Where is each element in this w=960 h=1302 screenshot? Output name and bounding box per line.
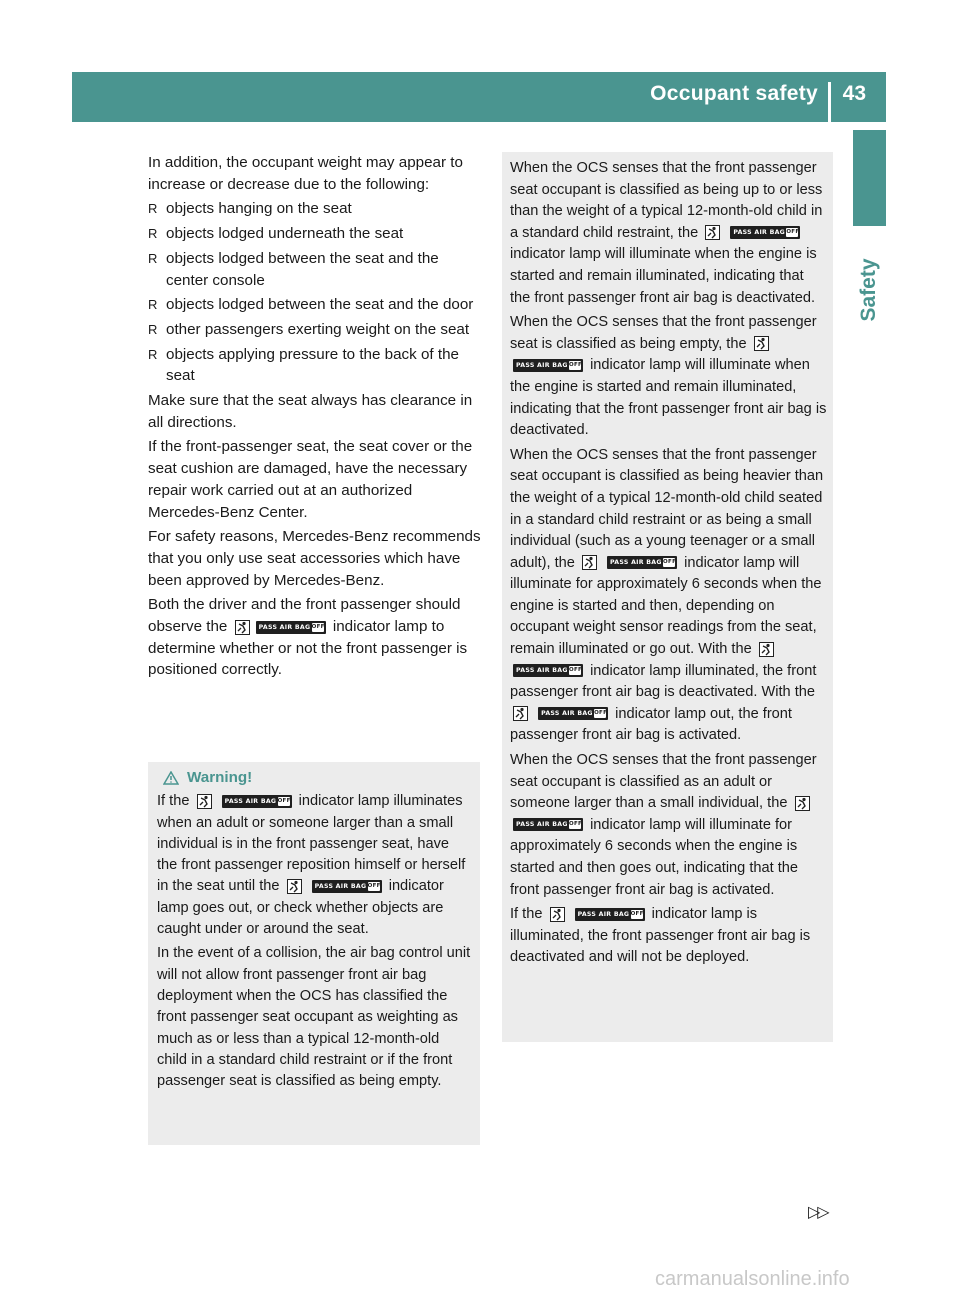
pass-air-bag-off-icon: PASS AIR BAG OFF: [730, 226, 800, 239]
clearance-text: Make sure that the seat always has clearance in all directions.: [148, 392, 473, 431]
child-seat-occupant-icon: [759, 642, 774, 657]
list-item: R objects lodged between the seat and the center console: [148, 248, 482, 291]
warning-text-2: In the event of a collision, the air bag control unit will not allow front passenger front air bag deployment when the OCS has classified the front passenger seat occupant as weighting as much as or less than a typical 12-month-old child in a standard child restraint or if the front passenger seat is classified as being empty.: [157, 945, 471, 1090]
child-seat-occupant-icon: [235, 620, 250, 635]
header-bar: [72, 72, 886, 122]
child-seat-occupant-icon: [705, 225, 720, 240]
observe-lamp-text: Both the driver and the front passenger should observe the PASS AIR BAG OFF indicator lamp to determine whether or not the front passenger is positioned correctly.: [148, 596, 468, 679]
pass-air-bag-off-icon: PASS AIR BAG OFF: [312, 880, 382, 893]
ocs-paragraph: When the OCS senses that the front passenger seat occupant is classified as being up to or less than the weight of a typical 12-month-old child in a standard child restraint, the PASS AIR BAG OFF indicator lamp will illuminate when the engine is started and remain illuminated, indicating that the front passenger front air bag is deactivated.: [510, 160, 823, 306]
list-item: R objects hanging on the seat: [148, 198, 482, 220]
side-tab-label: Safety: [857, 258, 880, 322]
list-item: R objects lodged underneath the seat: [148, 223, 482, 245]
child-seat-occupant-icon: [513, 706, 528, 721]
bullet-list: [148, 198, 482, 387]
child-seat-occupant-icon: [582, 555, 597, 570]
left-column: [148, 152, 482, 684]
child-seat-occupant-icon: [795, 796, 810, 811]
child-seat-occupant-icon: [754, 336, 769, 351]
damage-text: If the front-passenger seat, the seat cover or the seat cushion are damaged, have the necessary repair work carried out at an authorized Mercedes-Benz Center.: [148, 438, 473, 521]
header-divider: [828, 82, 831, 122]
ocs-paragraph: When the OCS senses that the front passenger seat occupant is classified as an adult or someone larger than a small individual, the PASS AIR BAG OFF indicator lamp will illuminate for approximately 6 seconds when the engine is started and then goes out, indicating that the front passenger front air bag is activated.: [510, 752, 817, 898]
continue-arrow-icon: ▷▷: [808, 1204, 827, 1221]
accessories-text: For safety reasons, Mercedes-Benz recommends that you only use seat accessories which have been approved by Mercedes-Benz.: [148, 528, 481, 589]
intro-text: In addition, the occupant weight may appear to increase or decrease due to the following:: [148, 154, 463, 193]
child-seat-occupant-icon: [197, 794, 212, 809]
warning-triangle-icon: [163, 771, 179, 785]
side-tab-marker: [853, 130, 886, 226]
pass-air-bag-off-icon: PASS AIR BAG OFF: [513, 359, 583, 372]
ocs-info-box: [502, 152, 833, 1042]
ocs-paragraph: If the PASS AIR BAG OFF indicator lamp is illuminated, the front passenger front air bag is deactivated and will not be deployed.: [510, 906, 811, 966]
list-item: R objects applying pressure to the back of the seat: [148, 344, 482, 387]
pass-air-bag-off-icon: PASS AIR BAG OFF: [607, 556, 677, 569]
pass-air-bag-off-icon: PASS AIR BAG OFF: [222, 795, 292, 808]
ocs-paragraph: When the OCS senses that the front passenger seat is classified as being empty, the PASS AIR BAG OFF indicator lamp will illuminate when the engine is started and remain illuminated, indicating that the front passenger front air bag is deactivated.: [510, 314, 827, 439]
list-item: R other passengers exerting weight on the seat: [148, 319, 482, 341]
pass-air-bag-off-icon: PASS AIR BAG OFF: [575, 908, 645, 921]
pass-air-bag-off-icon: PASS AIR BAG OFF: [538, 707, 608, 720]
warning-box: [148, 762, 480, 1145]
pass-air-bag-off-icon: PASS AIR BAG OFF: [513, 818, 583, 831]
section-title: Occupant safety: [650, 82, 818, 105]
warning-text-1: If the PASS AIR BAG OFF indicator lamp illuminates when an adult or someone larger than a small individual is in the front passenger seat, have the front passenger reposition himself or herself in the seat until the PASS AIR BAG OFF indicator lamp goes out, or check whether objects are caught under or around the seat.: [157, 793, 466, 938]
child-seat-occupant-icon: [550, 907, 565, 922]
page-number: 43: [842, 82, 866, 105]
list-item: R objects lodged between the seat and the door: [148, 294, 482, 316]
pass-air-bag-off-icon: PASS AIR BAG OFF: [256, 621, 326, 634]
watermark: carmanualsonline.info: [655, 1268, 850, 1290]
ocs-paragraph: When the OCS senses that the front passenger seat occupant is classified as being heavier than the weight of a typical 12-month-old child seated in a standard child restraint or as being a small individual (such as a young teenager or a small adult), the PASS AIR BAG OFF indicator lamp will illuminate for approximately 6 seconds when the engine is started and then, depending on occupant weight sensor readings from the seat, remain illuminated or go out. With the PASS AIR BAG OFF indicator lamp illuminated, the front passenger front air bag is deactivated. With the PASS AIR BAG OFF indicator lamp out, the front passenger front air bag is activated.: [510, 446, 824, 744]
warning-heading: Warning!: [157, 767, 472, 788]
pass-air-bag-off-icon: PASS AIR BAG OFF: [513, 664, 583, 677]
child-seat-occupant-icon: [287, 879, 302, 894]
